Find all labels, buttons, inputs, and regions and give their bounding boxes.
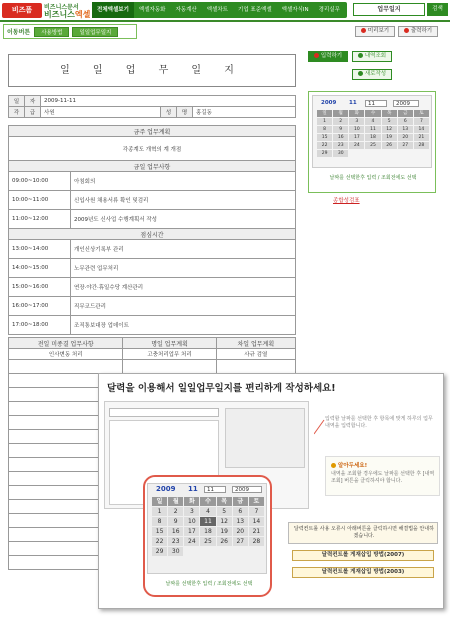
weekday-header: 목 (382, 110, 397, 117)
print-icon (404, 28, 409, 33)
task-cell[interactable]: 조직통보대장 업데이트 (71, 316, 296, 335)
tip-icon (331, 463, 336, 468)
calendar-day[interactable]: 17 (184, 527, 199, 536)
calendar-day[interactable]: 29 (152, 547, 167, 556)
save-icon (314, 53, 319, 58)
time-cell: 15:00~16:00 (9, 278, 71, 297)
tip-title-text: 알아두세요! (338, 463, 368, 469)
print-label: 출력하기 (410, 28, 433, 34)
calendar-day[interactable]: 8 (317, 126, 332, 133)
view-icon (358, 53, 363, 58)
calendar-day[interactable]: 23 (168, 537, 183, 546)
table-row (9, 172, 296, 191)
next-plan-field[interactable]: 사규 검열 (216, 349, 295, 360)
help-note-text: 달력컨트롤 사용 오류시 아래버튼을 클릭하시면 해결법을 안내하겠습니다. (294, 526, 434, 539)
calendar-day[interactable]: 2 (333, 118, 348, 125)
table-row (9, 316, 296, 335)
calendar-day[interactable]: 20 (398, 134, 413, 141)
popup-calendar-control[interactable] (147, 483, 267, 574)
time-cell: 09:00~10:00 (9, 172, 71, 191)
lunch-row: 점심시간 (9, 229, 296, 240)
calendar-day[interactable]: 4 (365, 118, 380, 125)
calendar-day[interactable]: 11 (200, 517, 215, 526)
print-button[interactable] (398, 26, 438, 37)
popup-calendar-month: 11 (188, 485, 198, 493)
summary-link[interactable]: 종합성검표 (333, 198, 360, 204)
calendar-day[interactable]: 21 (249, 527, 264, 536)
calendar-day[interactable]: 18 (200, 527, 215, 536)
calendar-day[interactable]: 18 (365, 134, 380, 141)
calendar-day[interactable]: 3 (184, 507, 199, 516)
move-buttons-bar (3, 24, 137, 39)
dept-label: 각 (9, 107, 25, 118)
task-cell[interactable]: 직무코드관리 (71, 297, 296, 316)
popup-calendar-grid (152, 497, 264, 556)
calendar-day[interactable]: 14 (414, 126, 429, 133)
view-button[interactable] (352, 51, 392, 62)
weekday-header: 일 (152, 497, 167, 506)
calendar-day[interactable]: 16 (333, 134, 348, 141)
tip-title (331, 461, 367, 469)
preview-label: 미리보기 (367, 28, 390, 34)
calendar-day[interactable]: 17 (349, 134, 364, 141)
time-cell: 14:00~15:00 (9, 259, 71, 278)
time-cell: 10:00~11:00 (9, 191, 71, 210)
side-year-select[interactable]: 2009 (393, 100, 419, 107)
save-label: 입력하기 (320, 53, 343, 59)
menu-item-auto-calc[interactable]: 자동계산 (175, 7, 197, 13)
move-buttons-label: 이동버튼 (7, 29, 31, 36)
next-plan-header: 차일 업무계획 (216, 338, 295, 349)
calendar-day[interactable]: 8 (152, 517, 167, 526)
popup-year-select[interactable]: 2009 (232, 486, 262, 493)
table-row (9, 191, 296, 210)
calendar-day[interactable]: 16 (168, 527, 183, 536)
task-cell[interactable]: 노무관련 업무처리 (71, 259, 296, 278)
preview-icon (361, 28, 366, 33)
weekday-header: 목 (217, 497, 232, 506)
side-calendar-month: 11 (349, 100, 357, 106)
popup-month-select[interactable]: 11 (204, 486, 226, 493)
calendar-day[interactable]: 13 (233, 517, 248, 526)
calendar-day[interactable]: 4 (200, 507, 215, 516)
popup-calendar-year: 2009 (156, 485, 176, 493)
calendar-guide-2003-button[interactable]: 달력컨트롤 게재삽입 방법(2003) (292, 567, 434, 578)
menu-item-accounting[interactable]: 경리실무 (318, 7, 340, 13)
name-label-2: 명 (177, 107, 193, 118)
date-field[interactable]: 2009-11-11 (41, 96, 296, 107)
popup-calendar (143, 475, 272, 597)
tip-box (325, 456, 440, 496)
search-input[interactable]: 업무일지 (353, 3, 425, 16)
date-label-2: 자 (25, 96, 41, 107)
preview-button[interactable] (355, 26, 395, 37)
form-title: 일 일 업 무 일 지 (8, 54, 296, 87)
help-note-box (288, 522, 438, 544)
task-cell[interactable]: 연장·야간·휴일수당 계산관리 (71, 278, 296, 297)
calendar-day[interactable]: 21 (414, 134, 429, 141)
new-icon (358, 71, 363, 76)
tomorrow-plan-field[interactable]: 고충처리업무 처리 (123, 349, 216, 360)
side-calendar (308, 91, 436, 193)
calendar-day[interactable]: 7 (414, 118, 429, 125)
time-cell: 16:00~17:00 (9, 297, 71, 316)
dept-field[interactable]: 사원 (41, 107, 161, 118)
dept-label-2: 급 (25, 107, 41, 118)
weekday-header: 금 (398, 110, 413, 117)
weekday-header: 화 (349, 110, 364, 117)
task-cell[interactable]: 개인신상기록부 관리 (71, 240, 296, 259)
table-row (9, 240, 296, 259)
calendar-day[interactable]: 30 (168, 547, 183, 556)
weekday-header: 화 (184, 497, 199, 506)
brand-top-text: 비즈니스문서 (44, 4, 79, 11)
info-table (8, 95, 296, 118)
time-cell: 11:00~12:00 (9, 210, 71, 229)
side-calendar-grid (317, 110, 429, 157)
mini-calendar-preview (225, 408, 305, 468)
side-calendar-control[interactable] (312, 95, 432, 168)
weekday-header: 월 (333, 110, 348, 117)
table-row (9, 210, 296, 229)
empty-cell[interactable] (123, 360, 216, 374)
calendar-day[interactable]: 24 (184, 537, 199, 546)
side-calendar-year: 2009 (321, 100, 337, 106)
calendar-day[interactable]: 25 (365, 142, 380, 149)
calendar-day[interactable]: 22 (152, 537, 167, 546)
calendar-day[interactable]: 29 (317, 150, 332, 157)
calendar-day[interactable]: 1 (317, 118, 332, 125)
calendar-day[interactable]: 3 (349, 118, 364, 125)
calendar-day[interactable]: 6 (398, 118, 413, 125)
weekday-header: 토 (414, 110, 429, 117)
callout-text: 입력할 날짜를 선택한 후 항목에 맞게 하루의 업무내역을 입력합니다. (325, 416, 433, 429)
brand-accent-word: 엑셀 (74, 10, 91, 19)
calendar-day[interactable]: 12 (217, 517, 232, 526)
calendar-day[interactable]: 9 (333, 126, 348, 133)
menu-item-excel-chart[interactable]: 엑셀차트 (206, 7, 228, 13)
brand-main-word: 비즈니스 (44, 10, 75, 19)
name-field[interactable]: 홍길동 (193, 107, 296, 118)
calendar-day[interactable]: 12 (382, 126, 397, 133)
unfinished-field[interactable]: 인사변동 처리 (9, 349, 123, 360)
calendar-day[interactable]: 27 (398, 142, 413, 149)
calendar-day[interactable]: 6 (233, 507, 248, 516)
calendar-day[interactable]: 25 (200, 537, 215, 546)
tip-text: 내역을 조회할 경우에도 날짜를 선택한 후 [내역조회] 버튼을 클릭하셔야 합니다. (331, 471, 435, 484)
brand-main-text (44, 11, 90, 18)
task-cell[interactable]: 아침회의 (71, 172, 296, 191)
main-menu (92, 2, 347, 18)
calendar-day[interactable]: 19 (217, 527, 232, 536)
calendar-day[interactable]: 15 (152, 527, 167, 536)
table-row (9, 259, 296, 278)
unfinished-header: 전일 미종결 업무사항 (9, 338, 123, 349)
menu-item-excel-knowledge[interactable]: 엑셀자식IN (281, 7, 309, 13)
calendar-day[interactable]: 28 (414, 142, 429, 149)
side-calendar-note: 날짜를 선택한후 입력 / 조회전에도 선택 (329, 175, 417, 181)
time-cell: 13:00~14:00 (9, 240, 71, 259)
time-cell: 17:00~18:00 (9, 316, 71, 335)
menu-item-standard-excel[interactable]: 기업 표준엑셀 (238, 7, 272, 13)
date-label: 일 (9, 96, 25, 107)
save-button[interactable] (308, 51, 348, 62)
table-row (9, 297, 296, 316)
weekday-header: 수 (365, 110, 380, 117)
calendar-day[interactable]: 22 (317, 142, 332, 149)
weekday-header: 월 (168, 497, 183, 506)
daily-work-table (8, 125, 296, 335)
empty-cell[interactable] (216, 360, 295, 374)
calendar-day[interactable]: 24 (349, 142, 364, 149)
calendar-day[interactable]: 1 (152, 507, 167, 516)
side-month-select[interactable]: 11 (365, 100, 387, 107)
mini-form-title (109, 408, 219, 417)
menu-item-all-excel[interactable]: 전체엑셀보기 (92, 2, 134, 18)
calendar-day[interactable]: 5 (382, 118, 397, 125)
name-label: 성 (161, 107, 177, 118)
calendar-day[interactable]: 2 (168, 507, 183, 516)
menu-item-excel-automation[interactable]: 엑셀자동화 (138, 7, 166, 13)
weekday-header: 일 (317, 110, 332, 117)
calendar-day[interactable]: 26 (217, 537, 232, 546)
search-button[interactable]: 검색 (427, 3, 448, 16)
popup-calendar-note: 날짜를 선택한후 입력 / 조회전에도 선택 (165, 581, 253, 587)
calendar-day[interactable]: 10 (184, 517, 199, 526)
task-cell[interactable]: 신입사원 채용서류 확인 및검리 (71, 191, 296, 210)
calendar-day[interactable]: 10 (349, 126, 364, 133)
empty-cell[interactable] (9, 360, 123, 374)
weekday-header: 토 (249, 497, 264, 506)
today-items-header: 금일 업무사항 (9, 161, 296, 172)
calendar-day[interactable]: 5 (217, 507, 232, 516)
calendar-day[interactable]: 15 (317, 134, 332, 141)
daily-log-button[interactable]: 일일업무일지 (72, 27, 118, 37)
view-label: 내역조회 (364, 53, 387, 59)
calendar-guide-2007-button[interactable]: 달력컨트롤 게재삽입 방법(2007) (292, 550, 434, 561)
new-button[interactable] (352, 69, 392, 80)
popup-title: 달력을 이용해서 일일업무일지를 편리하게 작성하세요! (107, 383, 336, 394)
calendar-day[interactable]: 9 (168, 517, 183, 526)
calendar-day[interactable]: 11 (365, 126, 380, 133)
calendar-day[interactable]: 26 (382, 142, 397, 149)
calendar-day[interactable]: 23 (333, 142, 348, 149)
task-cell[interactable]: 2009년도 신사업 수행계획서 작성 (71, 210, 296, 229)
calendar-day[interactable]: 27 (233, 537, 248, 546)
tomorrow-plan-header: 명일 업무계획 (123, 338, 216, 349)
top-navigation-bar (0, 0, 450, 22)
weekly-plan-header: 금주 업무계획 (9, 126, 296, 137)
calendar-day[interactable]: 28 (249, 537, 264, 546)
usage-button[interactable]: 사용방법 (34, 27, 69, 37)
new-label: 새로작성 (364, 71, 387, 77)
brand-title (44, 4, 90, 18)
calendar-day[interactable]: 30 (333, 150, 348, 157)
help-popup (98, 373, 444, 609)
calendar-day[interactable]: 13 (398, 126, 413, 133)
calendar-day[interactable]: 14 (249, 517, 264, 526)
table-row (9, 278, 296, 297)
calendar-day[interactable]: 20 (233, 527, 248, 536)
weekday-header: 금 (233, 497, 248, 506)
site-logo[interactable]: 비즈폼 (2, 3, 42, 18)
calendar-day[interactable]: 19 (382, 134, 397, 141)
weekly-plan-field[interactable]: 각종계도 개혁의 계 개점 (9, 137, 296, 161)
calendar-day[interactable]: 7 (249, 507, 264, 516)
weekday-header: 수 (200, 497, 215, 506)
